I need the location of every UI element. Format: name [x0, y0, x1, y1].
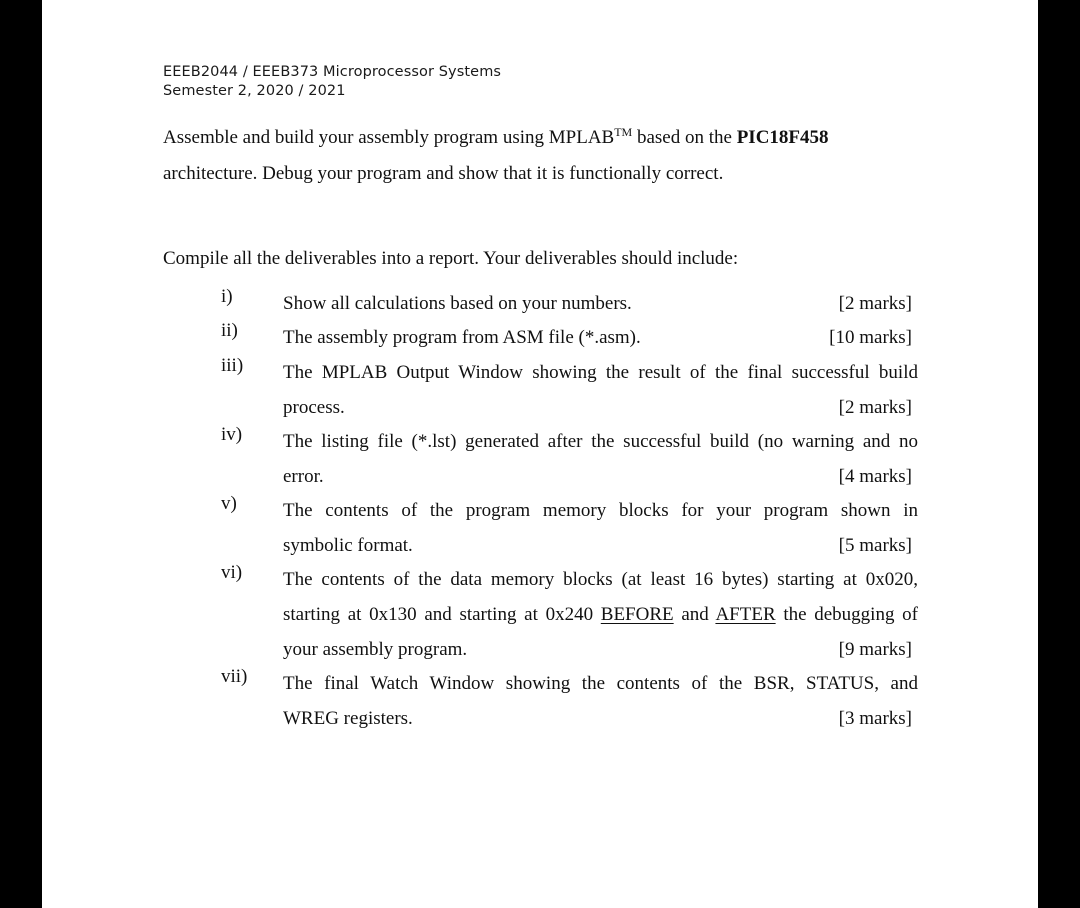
item-number: vii)	[221, 666, 248, 687]
before-underlined: BEFORE	[600, 604, 674, 625]
item-marks: [5 marks]	[838, 535, 912, 556]
item-number: v)	[221, 493, 237, 514]
chip-name: PIC18F458	[736, 127, 829, 148]
item-text: Show all calculations based on your numbers.	[283, 293, 632, 314]
item-number: ii)	[221, 320, 238, 341]
item-text: The contents of the data memory blocks (at least 16 bytes) starting at 0x020,	[283, 569, 918, 590]
document-page	[42, 0, 1038, 908]
item-marks: [2 marks]	[838, 293, 912, 314]
item-text-cont: starting at 0x130 and starting at 0x240 BEFORE and AFTER the debugging of	[283, 604, 918, 625]
compile-instruction: Compile all the deliverables into a report. Your deliverables should include:	[163, 248, 739, 269]
document-header	[163, 63, 501, 101]
item-marks: [4 marks]	[838, 466, 912, 487]
trademark-sup: TM	[614, 125, 633, 139]
item-number: vi)	[221, 562, 243, 583]
course-title: EEEB2044 / EEEB373 Microprocessor Systems	[163, 64, 502, 80]
intro-text-3: architecture. Debug your program and show that it is functionally correct.	[163, 163, 724, 184]
item-text-cont: symbolic format.	[283, 535, 413, 556]
item-number: i)	[221, 286, 233, 307]
item-text-cont: process.	[283, 397, 345, 418]
item-text-cont: your assembly program.	[283, 639, 468, 660]
item-marks: [9 marks]	[838, 639, 912, 660]
intro-text-1: Assemble and build your assembly program using MPLAB	[163, 127, 615, 148]
item-text: The MPLAB Output Window showing the result of the final successful build	[283, 362, 918, 383]
item-number: iv)	[221, 424, 243, 445]
intro-paragraph	[163, 120, 918, 192]
intro-text-2: based on the	[632, 127, 737, 148]
item-number: iii)	[221, 355, 244, 376]
item-marks: [2 marks]	[838, 397, 912, 418]
semester-label: Semester 2, 2020 / 2021	[163, 83, 346, 99]
item-text-cont: error.	[283, 466, 324, 487]
item-text: The assembly program from ASM file (*.asm).	[283, 327, 641, 348]
item-marks: [10 marks]	[829, 327, 912, 348]
item-text-cont: WREG registers.	[283, 708, 413, 729]
item-text: The listing file (*.lst) generated after the successful build (no warning and no	[283, 431, 918, 452]
item-text: The contents of the program memory blocks for your program shown in	[283, 500, 918, 521]
item-marks: [3 marks]	[838, 708, 912, 729]
item-text: The final Watch Window showing the contents of the BSR, STATUS, and	[283, 673, 918, 694]
after-underlined: AFTER	[715, 604, 776, 625]
